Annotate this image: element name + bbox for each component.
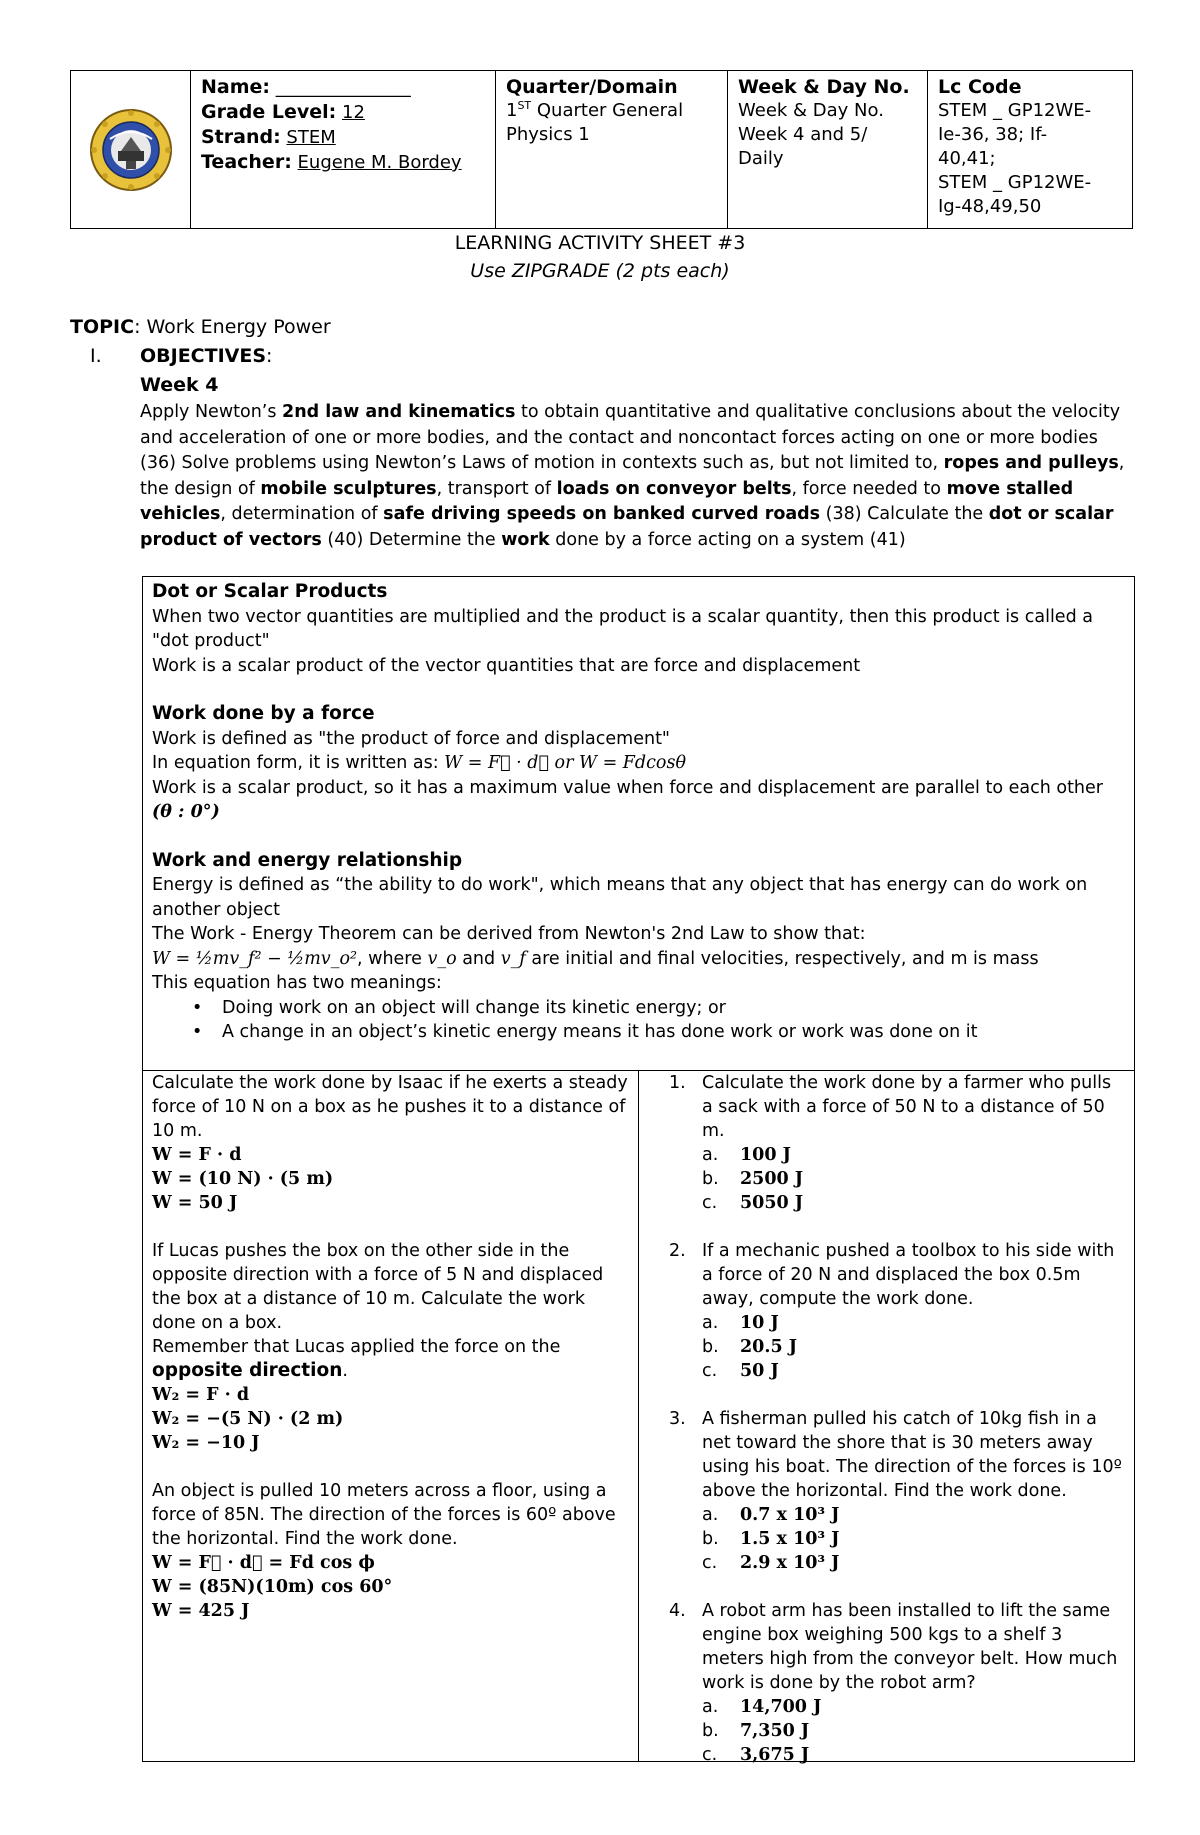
strand-value: STEM <box>286 127 336 148</box>
option-c[interactable] <box>702 1191 1125 1215</box>
header-table <box>70 70 1133 229</box>
option-letter: b. <box>702 1337 719 1357</box>
questions-column <box>639 1071 1134 1765</box>
obj-bold: work <box>501 529 550 550</box>
option-b[interactable] <box>702 1167 1125 1191</box>
question-number: 2. <box>669 1241 686 1261</box>
topic-text: : Work Energy Power <box>134 316 331 338</box>
obj-bold: dot or scalar product of vectors <box>140 504 1114 550</box>
examples-column <box>143 1071 639 1761</box>
quarter-cell <box>496 71 728 228</box>
option-c[interactable] <box>702 1551 1125 1575</box>
week-line1: Week & Day No. <box>738 100 884 121</box>
work-equation-line <box>152 751 1125 776</box>
lc-line: Ig-48,49,50 <box>938 196 1042 217</box>
list-item: • A change in an object’s kinetic energy means it has done work or work was done on it <box>192 1020 1125 1045</box>
option-value: 20.5 J <box>740 1337 797 1357</box>
question-text: A fisherman pulled his catch of 10kg fish in a net toward the shore that is 30 meters away using his boat. The direction of the forces is 10º above the horizontal. Find the work done. <box>702 1409 1122 1501</box>
objectives-title-text: OBJECTIVES <box>140 345 267 367</box>
obj-bold: 2nd law and kinematics <box>282 402 516 422</box>
option-letter: a. <box>702 1145 719 1165</box>
list-item: • Doing work on an object will change its kinetic energy; or <box>192 996 1125 1021</box>
lc-line: STEM _ GP12WE- <box>938 100 1092 121</box>
meanings-list <box>192 996 1125 1045</box>
work-scalar-text: Work is a scalar product, so it has a maximum value when force and displacement are parallel to each other <box>152 777 1103 798</box>
work-energy-theorem-text: The Work - Energy Theorem can be derived from Newton's 2nd Law to show that: <box>152 924 866 944</box>
work-force-title: Work done by a force <box>152 703 375 724</box>
lc-title: Lc Code <box>938 76 1022 98</box>
obj-bold: loads on conveyor belts <box>556 478 792 499</box>
option-value: 10 J <box>740 1313 779 1333</box>
example-2-step: W₂ = −(5 N) · (2 m) <box>152 1409 344 1429</box>
we-where: , where <box>357 948 428 969</box>
name-label: Name: <box>201 76 271 98</box>
option-letter: b. <box>702 1721 719 1741</box>
option-letter: a. <box>702 1697 719 1717</box>
option-value: 14,700 J <box>740 1697 822 1717</box>
example-2-text: If Lucas pushes the box on the other side in the opposite direction with a force of 5 N and displaced the box at a distance of 10 m. Calculate the work done on a box. <box>152 1241 604 1333</box>
obj-part: , the design of <box>140 453 1125 499</box>
strand-label: Strand: <box>201 126 281 148</box>
grade-value: 12 <box>342 102 365 123</box>
quarter-line2: Physics 1 <box>506 124 590 145</box>
option-letter: a. <box>702 1505 719 1525</box>
quarter-num: 1 <box>506 100 518 121</box>
grade-label: Grade Level: <box>201 101 337 123</box>
topic-line <box>70 315 331 339</box>
question-1 <box>669 1071 1125 1215</box>
lc-line: 40,41; <box>938 148 996 169</box>
option-value: 2.9 x 10³ J <box>740 1553 840 1573</box>
question-number: 4. <box>669 1601 686 1621</box>
option-letter: a. <box>702 1313 719 1333</box>
objectives-roman: I. <box>90 345 102 367</box>
option-value: 2500 J <box>740 1169 804 1189</box>
example-1-step: W = (10 N) · (5 m) <box>152 1169 334 1189</box>
example-3-answer: W = 425 J <box>152 1601 250 1621</box>
option-letter: c. <box>702 1553 718 1573</box>
option-a[interactable] <box>702 1503 1125 1527</box>
meanings-intro: This equation has two meanings: <box>152 973 442 993</box>
name-blank[interactable]: _______________ <box>275 77 411 98</box>
work-definition: Work is defined as "the product of force and displacement" <box>152 728 670 749</box>
activity-table <box>142 1071 1135 1765</box>
option-value: 50 J <box>740 1361 779 1381</box>
week-title: Week & Day No. <box>738 76 910 98</box>
week-cell <box>728 71 928 228</box>
concept-box <box>142 576 1135 1071</box>
option-b[interactable] <box>702 1335 1125 1359</box>
question-text: A robot arm has been installed to lift the same engine box weighing 500 kgs to a shelf 3 meters high from the conveyor belt. How much work is done by the robot arm? <box>702 1601 1118 1693</box>
we-rest: are initial and final velocities, respectively, and m is mass <box>525 948 1039 969</box>
topic-label: TOPIC <box>70 316 135 338</box>
example-2-note <box>152 1335 629 1383</box>
option-value: 0.7 x 10³ J <box>740 1505 840 1525</box>
question-text: If a mechanic pushed a toolbox to his side with a force of 20 N and displaced the box 0.5m away, compute the work done. <box>702 1241 1115 1309</box>
example-3-step: W = (85N)(10m) cos 60° <box>152 1577 393 1597</box>
lc-line: Ie-36, 38; If- <box>938 124 1048 145</box>
we-vf: v_f <box>500 948 526 969</box>
dot-product-text: Work is a scalar product of the vector quantities that are force and displacement <box>152 655 861 676</box>
option-value: 5050 J <box>740 1193 804 1213</box>
obj-part: Apply Newton’s <box>140 402 283 422</box>
we-vo: v_o <box>427 948 457 969</box>
obj-bold: ropes and pulleys <box>943 453 1119 473</box>
obj-bold: mobile sculptures <box>260 478 437 499</box>
logo-cell <box>71 71 191 228</box>
week-line2: Week 4 and 5/ <box>738 124 868 145</box>
option-a[interactable] <box>702 1695 1125 1719</box>
quarter-title: Quarter/Domain <box>506 76 678 98</box>
question-number: 1. <box>669 1073 686 1093</box>
option-b[interactable] <box>702 1719 1125 1743</box>
example-2-note-text: Remember that Lucas applied the force on the <box>152 1337 561 1357</box>
work-equation-vector: W = F⃗ · d⃗ <box>444 753 549 773</box>
option-letter: c. <box>702 1193 718 1213</box>
work-energy-equation-line <box>152 947 1125 972</box>
question-4 <box>669 1599 1125 1767</box>
obj-part: (38) Calculate the <box>820 504 989 524</box>
obj-bold: safe driving speeds on banked curved roads <box>383 504 821 524</box>
example-3-step: W = F⃗ · d⃗ = Fd cos ϕ <box>152 1553 375 1573</box>
work-energy-title: Work and energy relationship <box>152 849 463 871</box>
obj-bold: move stalled vehicles <box>140 478 1074 524</box>
sheet-title: LEARNING ACTIVITY SHEET #3 <box>454 232 746 254</box>
question-2 <box>669 1239 1125 1383</box>
example-2-step: W₂ = F · d <box>152 1385 250 1405</box>
example-2-period: . <box>342 1361 348 1381</box>
example-1-step: W = F · d <box>152 1145 242 1165</box>
work-or: or <box>548 753 580 773</box>
work-angle: (θ : 0°) <box>152 802 220 822</box>
question-text: Calculate the work done by a farmer who pulls a sack with a force of 50 N to a distance of 50 m. <box>702 1073 1112 1141</box>
lc-line: STEM _ GP12WE- <box>938 172 1092 193</box>
dot-product-title: Dot or Scalar Products <box>152 581 388 602</box>
objectives-colon: : <box>266 345 273 367</box>
question-number: 3. <box>669 1409 686 1429</box>
we-and: and <box>456 948 501 969</box>
school-seal-logo <box>88 107 174 193</box>
obj-part: , determination of <box>220 504 384 524</box>
option-value: 7,350 J <box>740 1721 810 1741</box>
example-2-note-bold: opposite direction <box>152 1360 343 1381</box>
lc-code-cell <box>928 71 1132 228</box>
example-1-text: Calculate the work done by Isaac if he exerts a steady force of 10 N on a box as he pushes it to a distance of 10 m. <box>152 1073 628 1141</box>
work-energy-equation: W = ½mv_f² − ½mv_o² <box>152 948 357 969</box>
example-1-answer: W = 50 J <box>152 1193 238 1213</box>
question-3 <box>669 1407 1125 1575</box>
option-value: 3,675 J <box>740 1745 810 1765</box>
option-a[interactable] <box>702 1143 1125 1167</box>
week-line3: Daily <box>738 148 784 169</box>
option-letter: b. <box>702 1529 719 1549</box>
week-heading: Week 4 <box>140 374 219 396</box>
option-b[interactable] <box>702 1527 1125 1551</box>
obj-part: done by a force acting on a system (41) <box>549 529 906 550</box>
name-cell <box>191 71 496 228</box>
obj-part: to obtain quantitative and qualitative conclusions about the velocity and acceleration of one or more bodies, and the contact and noncontact forces acting on one or more bodies (36) Solve problems using Newton’s Laws of motion in contexts such as, but not limited to, <box>140 402 1121 473</box>
teacher-label: Teacher: <box>201 151 292 173</box>
quarter-sup: ST <box>517 99 532 112</box>
sheet-subtitle: Use ZIPGRADE (2 pts each) <box>470 260 730 282</box>
obj-part: (40) Determine the <box>321 529 502 550</box>
option-letter: b. <box>702 1169 719 1189</box>
example-3-text: An object is pulled 10 meters across a floor, using a force of 85N. The direction of the forces is 60º above the horizontal. Find the work done. <box>152 1481 616 1549</box>
option-c[interactable] <box>702 1359 1125 1383</box>
dot-product-text: When two vector quantities are multiplied and the product is a scalar quantity, then this product is called a "dot product" <box>152 606 1093 651</box>
obj-part: , force needed to <box>791 478 947 499</box>
objectives-paragraph <box>140 400 1135 553</box>
option-value: 100 J <box>740 1145 791 1165</box>
energy-definition: Energy is defined as “the ability to do work", which means that any object that has energy can do work on another object <box>152 875 1088 920</box>
work-equation-cos: W = Fdcosθ <box>579 753 686 773</box>
objectives-title <box>140 344 272 368</box>
work-equation-intro: In equation form, it is written as: <box>152 753 445 773</box>
example-2-answer: W₂ = −10 J <box>152 1433 260 1453</box>
option-value: 1.5 x 10³ J <box>740 1529 840 1549</box>
option-letter: c. <box>702 1745 718 1765</box>
option-letter: c. <box>702 1361 718 1381</box>
teacher-value: Eugene M. Bordey <box>297 152 462 173</box>
option-c[interactable] <box>702 1743 1125 1767</box>
quarter-rest: Quarter General <box>531 100 684 121</box>
obj-part: , transport of <box>436 478 557 499</box>
option-a[interactable] <box>702 1311 1125 1335</box>
